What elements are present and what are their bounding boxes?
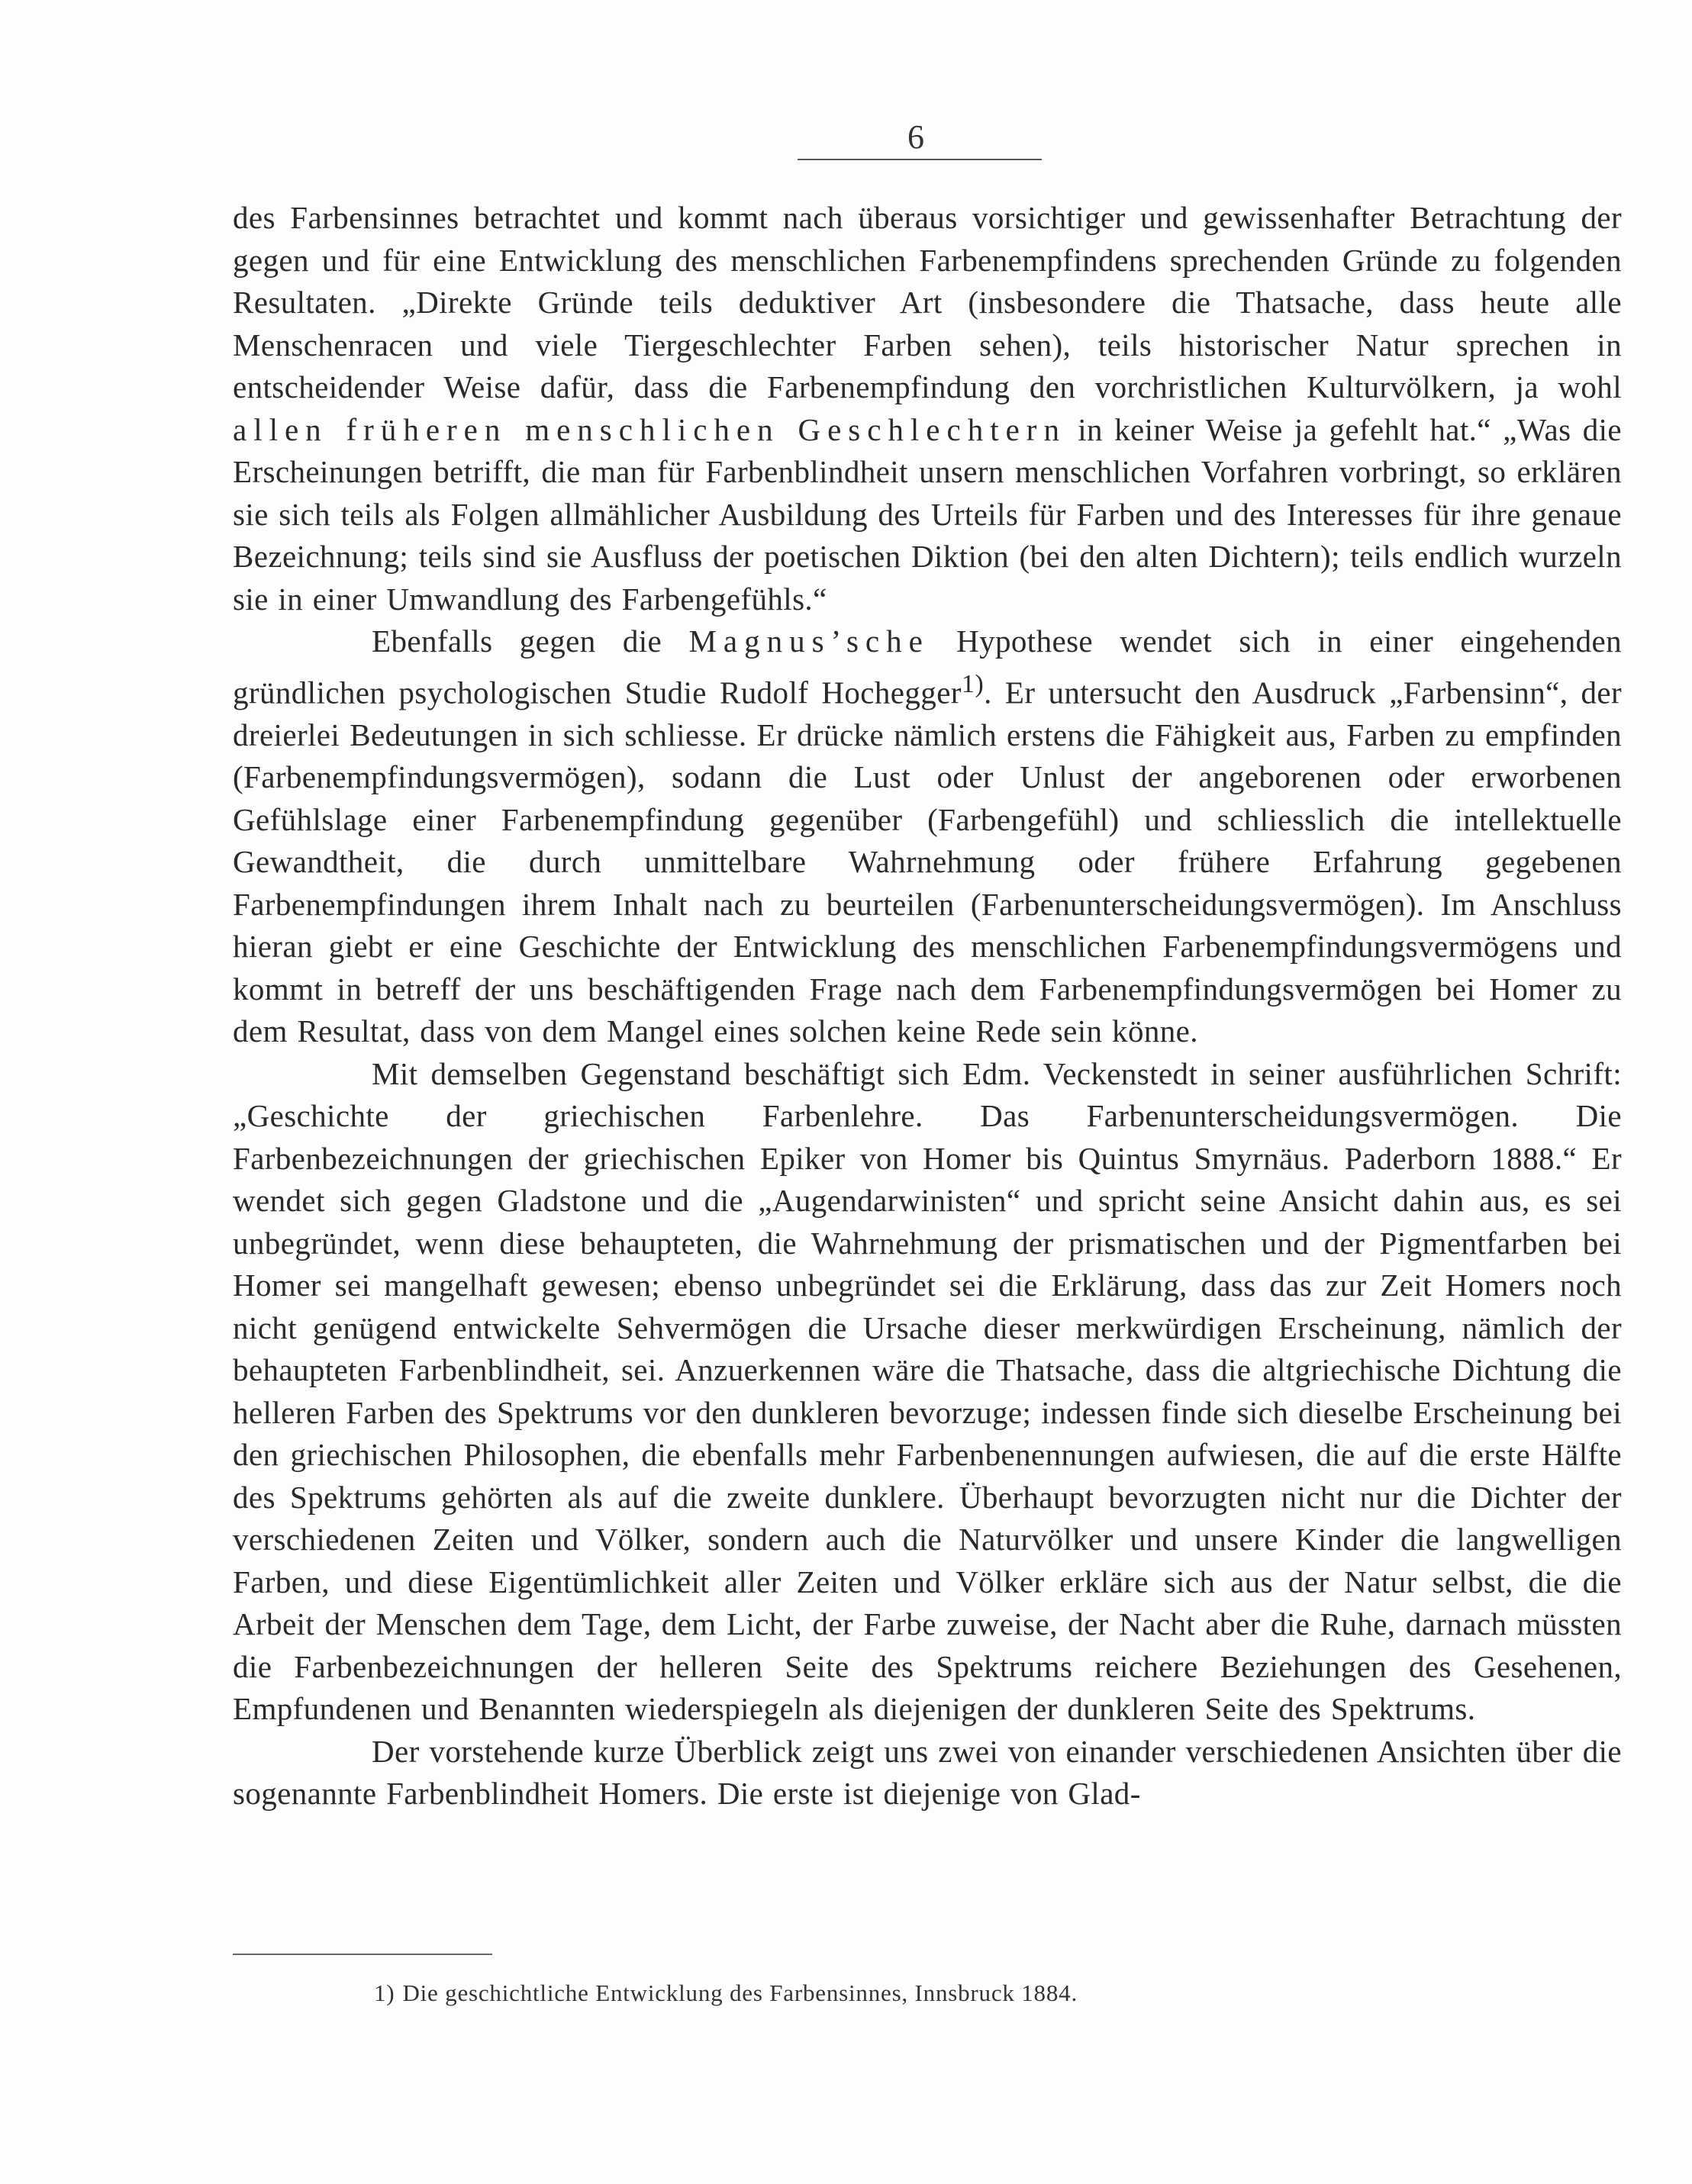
footnote-reference: 1) [961, 669, 985, 698]
paragraph-1-text-a: des Farbensinnes betrachtet und kommt nach überaus vorsichtiger und gewissenhafter Betrachtung der gegen und für eine Entwicklung des menschlichen Farbenempfindens sprechenden Gründe zu folgenden Resultaten. „Direkte Gründe teils deduktiver Art (insbesondere die Thatsache, dass heute alle Menschenracen und viele Tiergeschlechter Farben sehen), teils historischer Natur sprechen in entscheidender Weise dafür, dass die Farbenempfindung den vorchristlichen Kulturvölkern, ja wohl [233, 200, 1622, 404]
paragraph-3: Mit demselben Gegenstand beschäftigt sich Edm. Veckenstedt in seiner ausführlichen Schrift: „Geschichte der griechischen Farbenlehre. Das Farbenunterscheidungsvermögen. Die Farbenbezeichnungen der griechischen Epiker von Homer bis Quintus Smyrnäus. Paderborn 1888.“ Er wendet sich gegen Gladstone und die „Augendarwinisten“ und spricht seine Ansicht dahin aus, es sei unbegründet, wenn diese behaupteten, die Wahrnehmung der prismatischen und der Pigmentfarben bei Homer sei mangelhaft gewesen; ebenso unbegründet sei die Erklärung, dass das zur Zeit Homers noch nicht genügend entwickelte Sehvermögen die Ursache dieser merkwürdigen Erscheinung, nämlich der behaupteten Farbenblindheit, sei. Anzuerkennen wäre die Thatsache, dass die altgriechische Dichtung die helleren Farben des Spektrums vor den dunkleren bevorzuge; indessen finde sich dieselbe Erscheinung bei den griechischen Philosophen, die ebenfalls mehr Farbenbenennungen aufwiesen, die auf die erste Hälfte des Spektrums gehörten als auf die zweite dunklere. Überhaupt bevorzugten nicht nur die Dichter der verschiedenen Zeiten und Völker, sondern auch die Naturvölker und unsere Kinder die langwelligen Farben, und diese Eigentümlichkeit aller Zeiten und Völker erkläre sich aus der Natur selbst, die die Arbeit der Menschen dem Tage, dem Licht, der Farbe zuweise, der Nacht aber die Ruhe, darnach müssten die Farbenbezeichnungen der helleren Seite des Spektrums reichere Beziehungen des Gesehenen, Empfundenen und Benannten wiederspiegeln als diejenigen der dunkleren Seite des Spektrums. [233, 1055, 1622, 1727]
paragraph-2-text-a: Ebenfalls gegen die [372, 623, 662, 659]
magnus-name: Magnus’sche [688, 623, 930, 659]
footnote-text: Die geschichtliche Entwicklung des Farbensinnes, Innsbruck 1884. [402, 1979, 1078, 2006]
paragraph-2-text-c: . Er untersucht den Ausdruck „Farbensinn“, der dreierlei Bedeutungen in sich schliesse. Er drücke nämlich erstens die Fähigkeit aus, Farben zu empfinden (Farbenempfindungsvermögen), sodann die Lust oder Unlust der angeborenen oder erworbenen Gefühlslage einer Farbenempfindung gegenüber (Farbengefühl) und schliesslich die intellektuelle Gewandtheit, die durch unmittelbare Wahrnehmung oder frühere Erfahrung gegebenen Farbenempfindungen ihrem Inhalt nach zu beurteilen (Farbenunterscheidungsvermögen). Im Anschluss hieran giebt er eine Geschichte der Entwicklung des menschlichen Farbenempfindungsvermögens und kommt in betreff der uns beschäftigenden Frage nach dem Farbenempfindungsvermögen bei Homer zu dem Resultat, dass von dem Mangel eines solchen keine Rede sein könne. [233, 675, 1623, 1049]
paragraph-2-text-b: Hypothese wendet sich in einer eingehenden gründlichen psychologischen Studie Rudolf Hochegger [233, 623, 1623, 710]
footnote-rule [233, 1954, 492, 1955]
body-text [233, 197, 1622, 1815]
header-rule [798, 159, 1042, 160]
footnote-mark: 1) [374, 1979, 395, 2006]
paragraph-1-text-b: in keiner Weise ja gefehlt hat.“ „Was die Erscheinungen betrifft, die man für Farbenblindheit unsern menschlichen Vorfahren vorbringt, so erklären sie sich teils als Folgen allmählicher Ausbildung des Urteils für Farben und des Interesses für ihre genaue Bezeichnung; teils sind sie Ausfluss der poetischen Diktion (bei den alten Dichtern); teils endlich wurzeln sie in einer Umwandlung des Farbengefühls.“ [233, 411, 1622, 617]
paragraph-4: Der vorstehende kurze Überblick zeigt uns zwei von einander verschiedenen Ansichten über die sogenannte Farbenblindheit Homers. Die erste ist diejenige von Glad- [233, 1733, 1622, 1812]
page-number: 6 [907, 118, 924, 156]
paragraph-1 [233, 197, 1622, 620]
spaced-emphasis: allen früheren menschlichen Geschlechtern [233, 411, 1066, 447]
paragraph-2 [233, 620, 1622, 1053]
footnote [374, 1976, 1078, 2010]
